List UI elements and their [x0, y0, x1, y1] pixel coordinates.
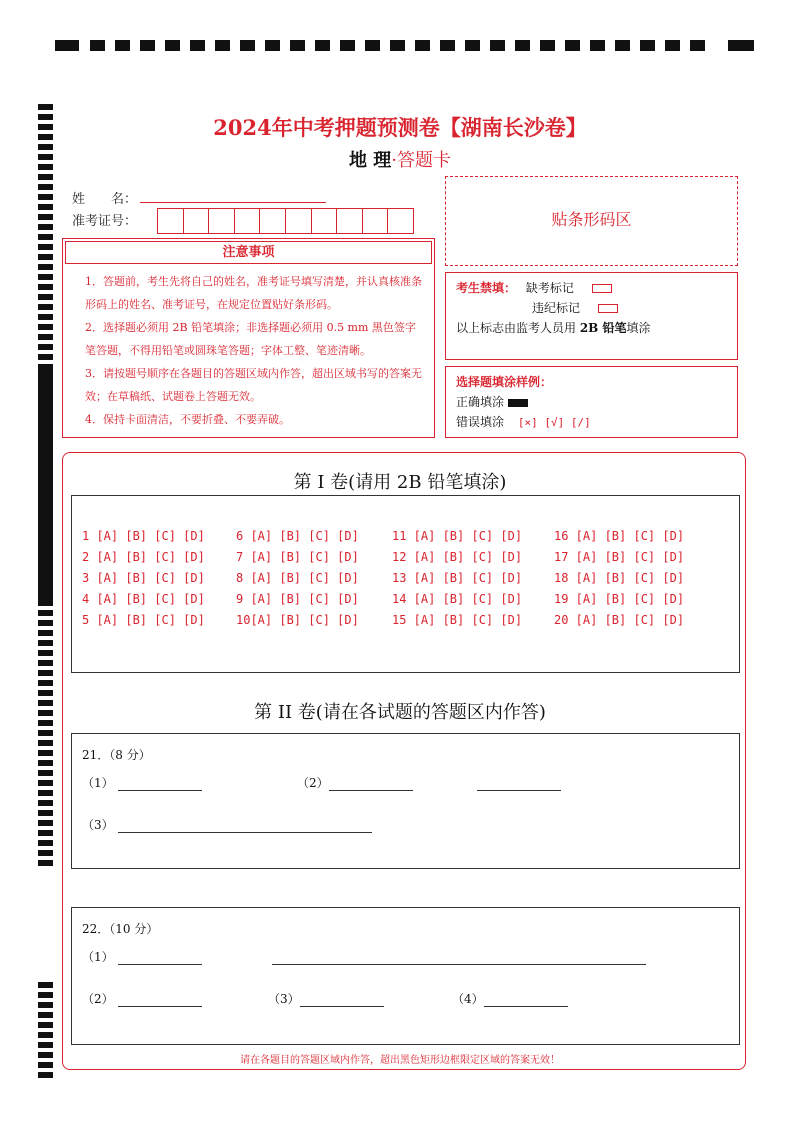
timing-mark	[38, 440, 53, 446]
mc-column-2[interactable]: 6 [A] [B] [C] [D] 7 [A] [B] [C] [D] 8 [A] [B] [C] [D] 9 [A] [B] [C] [D] 10[A] [B] [C] [D]	[236, 529, 359, 627]
timing-mark	[38, 780, 53, 786]
timing-mark	[90, 40, 105, 51]
timing-mark	[515, 40, 530, 51]
name-field[interactable]	[140, 202, 326, 203]
timing-mark	[38, 850, 53, 856]
timing-mark	[38, 610, 53, 616]
timing-mark	[38, 790, 53, 796]
timing-mark	[38, 314, 53, 320]
timing-mark	[38, 630, 53, 636]
proctor-note-prefix: 以上标志由监考人员用	[456, 321, 580, 335]
timing-mark	[38, 274, 53, 280]
violation-label: 违纪标记	[532, 301, 581, 315]
timing-mark	[340, 40, 355, 51]
absent-label: 缺考标记	[525, 281, 574, 295]
timing-mark	[38, 304, 53, 310]
timing-mark	[690, 40, 705, 51]
timing-mark	[415, 40, 430, 51]
q22-part2-label: （2）	[82, 992, 114, 1006]
timing-mark	[38, 214, 53, 220]
timing-mark	[38, 284, 53, 290]
timing-mark	[38, 234, 53, 240]
q21-part1-blank[interactable]	[118, 790, 202, 791]
q22-part3-label: （3）	[268, 992, 300, 1006]
timing-mark	[38, 810, 53, 816]
timing-mark	[315, 40, 330, 51]
violation-mark-box[interactable]	[598, 304, 618, 313]
timing-mark	[115, 40, 130, 51]
q21-part2-blank-a[interactable]	[329, 790, 413, 791]
timing-mark	[38, 760, 53, 766]
timing-mark	[38, 982, 53, 988]
timing-mark	[38, 1002, 53, 1008]
timing-mark	[38, 410, 53, 416]
timing-mark	[38, 204, 53, 210]
timing-mark	[38, 174, 53, 180]
mc-column-1[interactable]: 1 [A] [B] [C] [D] 2 [A] [B] [C] [D] 3 [A] [B] [C] [D] 4 [A] [B] [C] [D] 5 [A] [B] [C] [D]	[82, 529, 205, 627]
timing-mark	[38, 830, 53, 836]
timing-mark	[38, 224, 53, 230]
timing-mark	[38, 244, 53, 250]
timing-mark	[38, 294, 53, 300]
timing-mark	[38, 390, 53, 396]
timing-mark	[38, 730, 53, 736]
section1-title: 第 I 卷(请用 2B 铅笔填涂)	[293, 472, 507, 493]
q22-part1-blank-b[interactable]	[272, 964, 646, 965]
timing-mark	[38, 104, 53, 110]
id-digit-cell[interactable]	[311, 208, 338, 234]
question-21-head: 21．（8 分）	[82, 748, 151, 762]
timing-mark	[38, 570, 53, 576]
mc-column-4[interactable]: 16 [A] [B] [C] [D] 17 [A] [B] [C] [D] 18 [A] [B] [C] [D] 19 [A] [B] [C] [D] 20 [A] [B] [C] [D]	[554, 529, 685, 627]
notice-box	[62, 238, 435, 438]
q22-part2-blank[interactable]	[118, 1006, 202, 1007]
id-digit-cell[interactable]	[183, 208, 210, 234]
id-label: 准考证号：	[72, 214, 138, 229]
timing-mark	[38, 370, 53, 376]
timing-mark	[38, 460, 53, 466]
timing-mark	[38, 1022, 53, 1028]
timing-mark	[38, 254, 53, 260]
absent-mark-box[interactable]	[592, 284, 612, 293]
wrong-fill-label: 错误填涂	[456, 415, 505, 429]
timing-mark	[38, 680, 53, 686]
timing-mark	[38, 450, 53, 456]
timing-mark	[615, 40, 630, 51]
timing-mark	[465, 40, 480, 51]
q21-part1-label: （1）	[82, 776, 114, 790]
timing-mark	[38, 520, 53, 526]
timing-mark	[390, 40, 405, 51]
question-22-box	[71, 907, 740, 1045]
proctor-only-box	[445, 272, 738, 360]
barcode-area[interactable]: 贴条形码区	[445, 176, 738, 266]
notice-item: 3．请按题号顺序在各题目的答题区域内作答，超出区域书写的答案无效；在草稿纸、试题卷上答题无效。	[85, 367, 422, 403]
timing-mark	[38, 510, 53, 516]
timing-mark	[440, 40, 455, 51]
timing-mark	[38, 820, 53, 826]
timing-mark	[38, 1072, 53, 1078]
timing-mark	[38, 400, 53, 406]
timing-mark	[265, 40, 280, 51]
timing-mark	[38, 1032, 53, 1038]
id-digit-cell[interactable]	[259, 208, 286, 234]
q22-part3-blank[interactable]	[300, 1006, 384, 1007]
section2-title: 第 II 卷(请在各试题的答题区内作答)	[254, 702, 546, 723]
id-digit-cell[interactable]	[234, 208, 261, 234]
proctor-note-suffix: 填涂	[626, 321, 651, 335]
timing-mark	[190, 40, 205, 51]
timing-mark	[38, 670, 53, 676]
id-digit-cell[interactable]	[157, 208, 184, 234]
timing-mark	[290, 40, 305, 51]
timing-mark	[140, 40, 155, 51]
id-digit-cell[interactable]	[387, 208, 414, 234]
question-21-box	[71, 733, 740, 869]
notice-item: 1．答题前，考生先将自己的姓名，准考证号填写清楚，并认真核准条形码上的姓名、准考证号，在规定位置贴好条形码。	[85, 275, 422, 311]
timing-mark	[38, 750, 53, 756]
id-digit-cell[interactable]	[208, 208, 235, 234]
notice-item: 2．选择题必须用 2B 铅笔填涂；非选择题必须用 0.5 mm 黑色签字笔答题，不得用铅笔或圆珠笔答题；字体工整、笔迹清晰。	[85, 321, 416, 357]
timing-mark	[38, 800, 53, 806]
timing-mark	[38, 264, 53, 270]
q22-part4-label: （4）	[452, 992, 484, 1006]
proctor-note-bold: 2B 铅笔	[579, 321, 627, 335]
timing-mark	[38, 430, 53, 436]
q21-part3-blank[interactable]	[118, 832, 372, 833]
footer-warning: 请在各题目的答题区域内作答，超出黑色矩形边框限定区域的答案无效！	[240, 1055, 560, 1066]
timing-mark	[38, 640, 53, 646]
wrong-fill-examples: [×] [√] [/]	[517, 416, 591, 429]
timing-mark	[215, 40, 230, 51]
timing-mark	[590, 40, 605, 51]
timing-mark	[38, 194, 53, 200]
subtitle-suffix: ·答题卡	[391, 150, 451, 171]
q22-part4-blank[interactable]	[484, 1006, 568, 1007]
notice-item: 4．保持卡面清洁，不要折叠、不要弄破。	[85, 413, 290, 426]
subject-name: 地 理	[348, 150, 392, 171]
timing-mark	[38, 560, 53, 566]
q21-part2-label: （2）	[297, 776, 329, 790]
timing-mark	[38, 184, 53, 190]
question-22-head: 22．（10 分）	[82, 922, 159, 936]
fill-sample-box	[445, 366, 738, 438]
timing-mark	[38, 1012, 53, 1018]
timing-mark	[38, 334, 53, 340]
timing-mark	[38, 740, 53, 746]
q21-part3-label: （3）	[82, 818, 114, 832]
timing-mark	[38, 770, 53, 776]
name-label: 姓 名：	[72, 192, 138, 207]
q22-part1-label: （1）	[82, 950, 114, 964]
timing-mark	[38, 600, 53, 606]
timing-mark	[38, 550, 53, 556]
timing-mark	[240, 40, 255, 51]
timing-mark	[38, 840, 53, 846]
correct-fill-label: 正确填涂	[456, 395, 505, 409]
id-digit-cell[interactable]	[362, 208, 389, 234]
timing-mark	[540, 40, 555, 51]
timing-mark	[38, 620, 53, 626]
timing-mark	[640, 40, 655, 51]
timing-mark	[38, 530, 53, 536]
timing-mark	[38, 590, 53, 596]
timing-mark	[165, 40, 180, 51]
id-digit-cell[interactable]	[285, 208, 312, 234]
timing-mark	[38, 324, 53, 330]
notice-heading: 注意事项	[65, 241, 432, 264]
notice-body	[63, 264, 434, 431]
timing-mark	[365, 40, 380, 51]
timing-mark	[38, 992, 53, 998]
id-digit-cell[interactable]	[336, 208, 363, 234]
id-number-cells[interactable]	[157, 208, 413, 234]
correct-fill-example	[508, 399, 528, 407]
page-subtitle	[0, 146, 800, 172]
timing-mark	[38, 420, 53, 426]
mc-column-3[interactable]: 11 [A] [B] [C] [D] 12 [A] [B] [C] [D] 13 [A] [B] [C] [D] 14 [A] [B] [C] [D] 15 [A] [B] [C] [D]	[392, 529, 523, 627]
timing-mark	[38, 1042, 53, 1048]
q22-part1-blank-a[interactable]	[118, 964, 202, 965]
timing-mark	[665, 40, 680, 51]
timing-mark	[55, 40, 79, 51]
proctor-label: 考生禁填：	[456, 281, 517, 295]
timing-mark	[38, 500, 53, 506]
proctor-note	[456, 319, 727, 336]
timing-mark	[38, 344, 53, 350]
q21-part2-blank-b[interactable]	[477, 790, 561, 791]
timing-mark	[728, 40, 754, 51]
timing-mark	[490, 40, 505, 51]
page-title: 2024年中考押题预测卷【湖南长沙卷】	[213, 115, 587, 140]
timing-mark	[565, 40, 580, 51]
sample-label: 选择题填涂样例：	[456, 375, 553, 389]
timing-mark	[38, 660, 53, 666]
timing-mark	[38, 690, 53, 696]
timing-mark	[38, 580, 53, 586]
timing-mark	[38, 380, 53, 386]
timing-mark	[38, 860, 53, 866]
timing-mark	[38, 650, 53, 656]
timing-mark	[38, 354, 53, 360]
timing-mark	[38, 540, 53, 546]
